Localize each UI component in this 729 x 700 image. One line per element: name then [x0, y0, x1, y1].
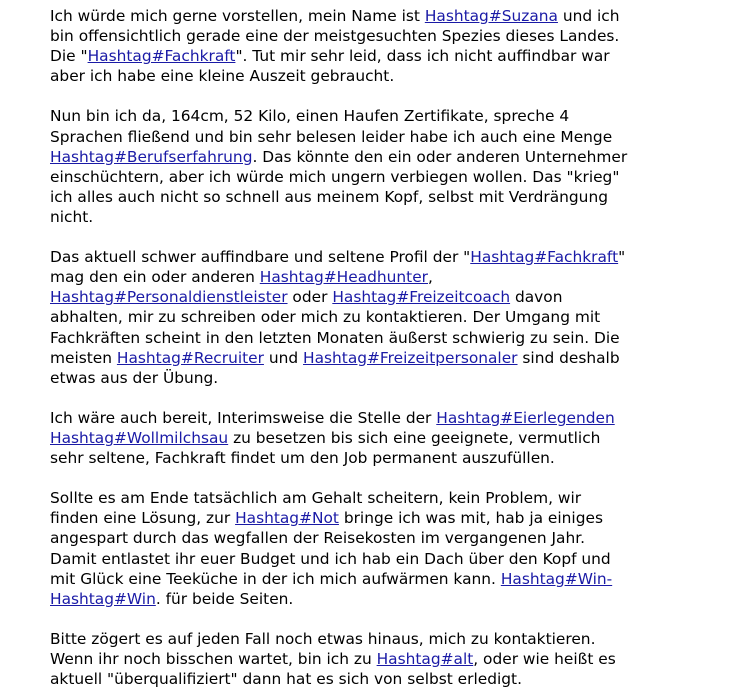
text-segment: davon: [510, 288, 563, 307]
text-segment: Bitte zögert es auf jeden Fall noch etwas hinaus, mich zu kontaktieren.: [50, 629, 596, 648]
text-segment: oder: [287, 288, 333, 307]
text-segment: Ich würde mich gerne vorstellen, mein Name ist: [50, 7, 425, 25]
text-segment: und ich: [557, 7, 620, 25]
text-segment: . Das könnte den ein oder anderen Unternehmer: [252, 147, 628, 166]
hashtag-link-freizeitcoach[interactable]: Hashtag#Freizeitcoach: [332, 288, 511, 307]
hashtag-link-not[interactable]: Hashtag#Not: [235, 509, 339, 528]
text-segment: Wenn ihr noch bisschen wartet, bin ich zu: [50, 650, 377, 668]
paragraph: [50, 488, 660, 609]
text-segment: Sprachen fließend und bin sehr belesen leider habe ich auch eine Menge: [50, 127, 613, 146]
text-segment: ": [618, 248, 626, 267]
paragraph: [50, 6, 660, 86]
text-segment: Fachkräften scheint in den letzten Monaten äußerst schwierig zu sein. Die: [50, 328, 620, 347]
paragraph: [50, 629, 660, 689]
text-segment: etwas aus der Übung.: [50, 368, 219, 387]
text-segment: angespart durch das wegfallen der Reisekosten im vergangenen Jahr.: [50, 529, 586, 548]
text-segment: bin offensichtlich gerade eine der meistgesuchten Spezies dieses Landes.: [50, 27, 620, 46]
text-segment: Sollte es am Ende tatsächlich am Gehalt scheitern, kein Problem, wir: [50, 489, 582, 508]
hashtag-link-alt[interactable]: Hashtag#alt: [376, 650, 474, 668]
text-segment: aktuell "überqualifiziert" dann hat es sich von selbst erledigt.: [50, 670, 522, 689]
text-segment: Damit entlastet ihr euer Budget und ich hab ein Dach über den Kopf und: [50, 549, 611, 568]
hashtag-link-fachkraft[interactable]: Hashtag#Fachkraft: [470, 248, 619, 267]
text-segment: ". Tut mir sehr leid, dass ich nicht auffindbar war: [235, 47, 610, 66]
hashtag-link-recruiter[interactable]: Hashtag#Recruiter: [116, 348, 264, 367]
text-segment: einschüchtern, aber ich würde mich ungern verbiegen wollen. Das "krieg": [50, 167, 620, 186]
post-body: [50, 6, 660, 689]
text-segment: ,: [428, 268, 433, 287]
hashtag-link-wollmilchsau[interactable]: Hashtag#Wollmilchsau: [50, 428, 229, 447]
text-segment: meisten: [50, 348, 117, 367]
text-segment: abhalten, mir zu schreiben oder mich zu kontaktieren. Der Umgang mit: [50, 308, 601, 327]
text-segment: Nun bin ich da, 164cm, 52 Kilo, einen Haufen Zertifikate, spreche 4: [50, 107, 570, 126]
text-segment: nicht.: [50, 207, 94, 226]
paragraph: [50, 106, 660, 227]
hashtag-link-fachkraft[interactable]: Hashtag#Fachkraft: [87, 47, 236, 66]
text-segment: bringe ich was mit, hab ja einiges: [338, 509, 603, 528]
hashtag-link-freizeitpersonaler[interactable]: Hashtag#Freizeitpersonaler: [303, 348, 518, 367]
text-segment: Die ": [50, 47, 88, 66]
paragraph: [50, 408, 660, 468]
hashtag-link-berufserfahrung[interactable]: Hashtag#Berufserfahrung: [50, 147, 253, 166]
text-segment: und: [263, 348, 304, 367]
text-segment: finden eine Lösung, zur: [50, 509, 236, 528]
text-segment: Ich wäre auch bereit, Interimsweise die Stelle der: [50, 408, 437, 427]
text-segment: ich alles auch nicht so schnell aus meinem Kopf, selbst mit Verdrängung: [50, 187, 608, 206]
hashtag-link-headhunter[interactable]: Hashtag#Headhunter: [259, 268, 429, 287]
hashtag-link-win[interactable]: Hashtag#Win-: [500, 569, 613, 588]
hashtag-link-suzana[interactable]: Hashtag#Suzana: [424, 7, 558, 25]
text-segment: mit Glück eine Teeküche in der ich mich aufwärmen kann.: [50, 569, 501, 588]
text-segment: , oder wie heißt es: [473, 650, 616, 668]
text-segment: aber ich habe eine kleine Auszeit gebraucht.: [50, 67, 395, 86]
text-segment: sind deshalb: [517, 348, 620, 367]
text-segment: Das aktuell schwer auffindbare und seltene Profil der ": [50, 248, 471, 267]
paragraph: [50, 247, 660, 388]
hashtag-link-personaldienstleister[interactable]: Hashtag#Personaldienstleister: [50, 288, 288, 307]
text-segment: sehr seltene, Fachkraft findet um den Job permanent auszufüllen.: [50, 449, 555, 468]
text-segment: mag den ein oder anderen: [50, 268, 260, 287]
hashtag-link-win[interactable]: Hashtag#Win: [50, 589, 156, 608]
text-segment: . für beide Seiten.: [155, 589, 294, 608]
text-segment: zu besetzen bis sich eine geeignete, vermutlich: [228, 428, 601, 447]
hashtag-link-eierlegenden[interactable]: Hashtag#Eierlegenden: [436, 408, 615, 427]
